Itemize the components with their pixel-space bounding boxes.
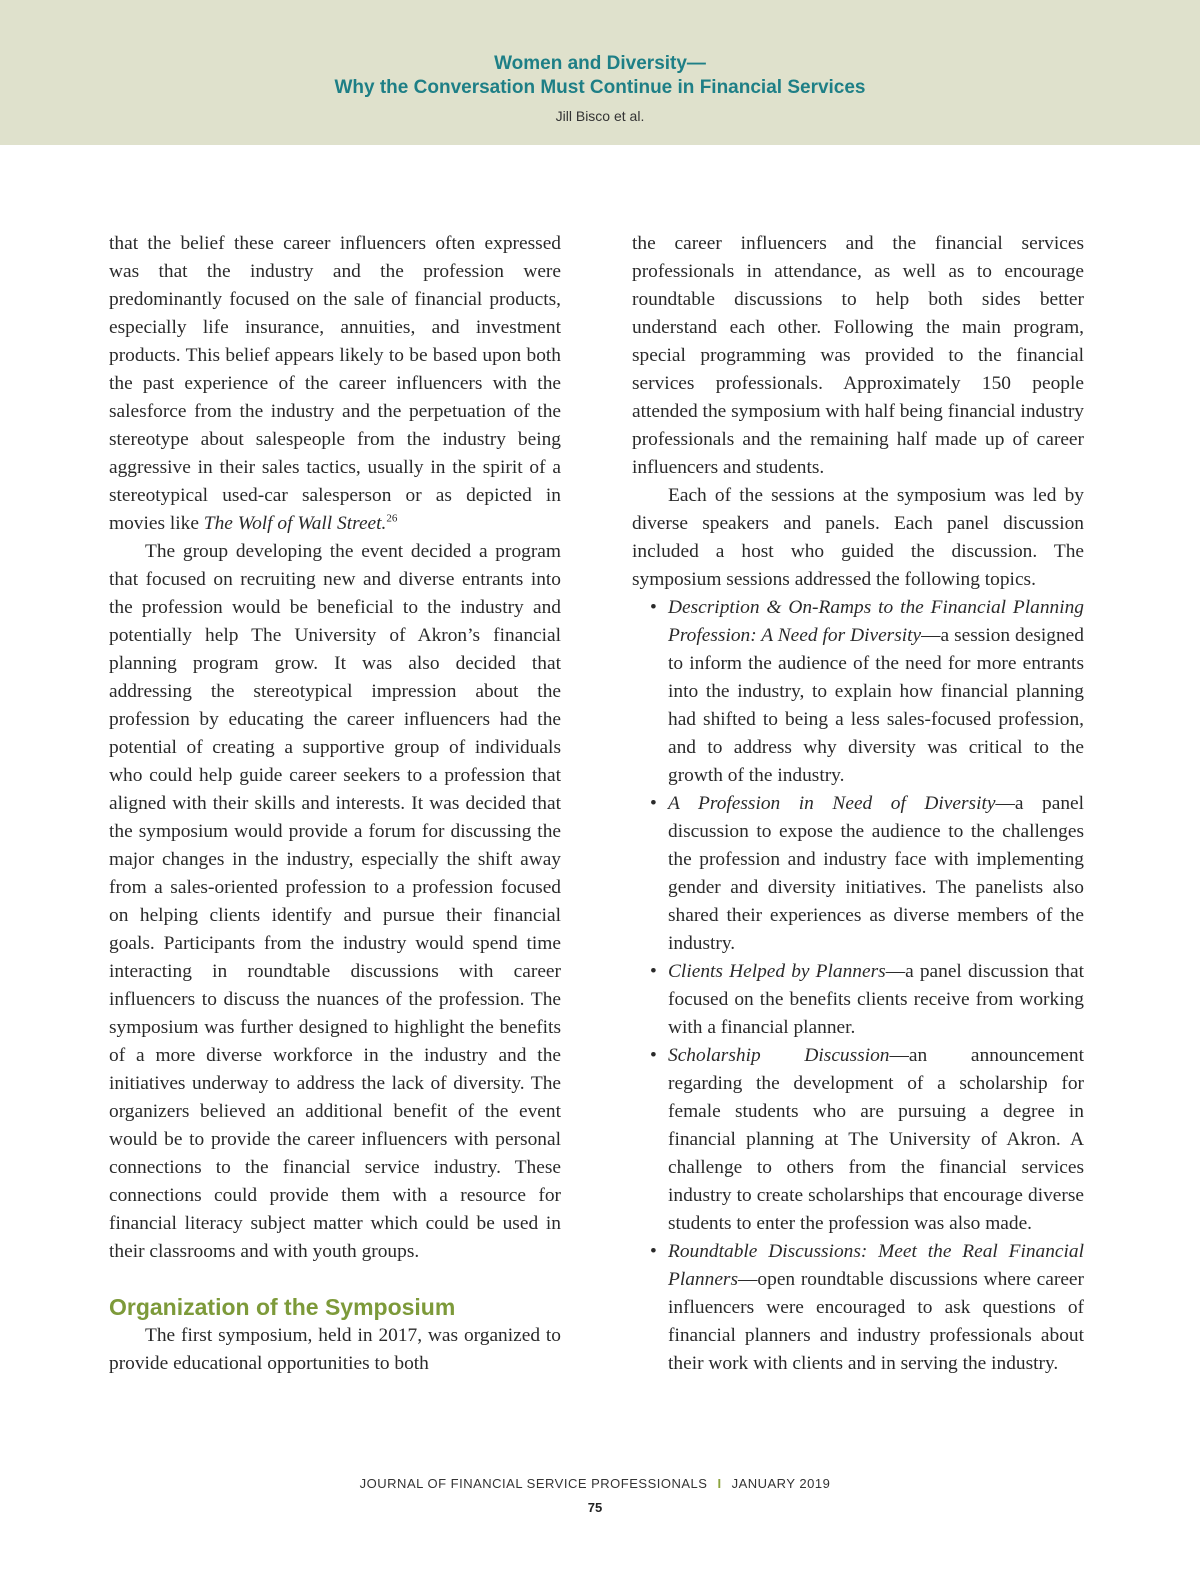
running-header <box>0 0 1200 145</box>
issue-date: JANUARY 2019 <box>731 1476 831 1491</box>
right-paragraph-2: Each of the sessions at the symposium was led by diverse speakers and panels. Each panel discussion included a host who guided the discussion. The symposium sessions addressed the following topics. <box>632 485 1084 590</box>
list-item <box>632 594 1084 790</box>
journal-name: JOURNAL OF FINANCIAL SERVICE PROFESSIONALS <box>359 1476 708 1491</box>
page-number: 75 <box>587 1500 603 1515</box>
footer-separator: I <box>717 1476 722 1491</box>
left-paragraph-1-text: that the belief these career influencers often expressed was that the industry and the profession were predominantly focused on the sale of financial products, especially life insurance, annuities, and investment products. This belief appears likely to be based upon both the past experience of the career influencers with the salesforce from the industry and the perpetuation of the stereotype about salespeople from the industry being aggressive in their sales tactics, usually in the spirit of a stereotypical used-car salesperson or as depicted in movies like <box>109 233 561 534</box>
right-paragraph-1: the career influencers and the financial services professionals in attendance, as well as to encourage roundtable discussions to help both sides better understand each other. Following the main program, special programming was provided to the financial services professionals. Approximately 150 people attended the symposium with half being financial industry professionals and the remaining half made up of career influencers and students. <box>632 233 1084 478</box>
movie-title: The Wolf of Wall Street. <box>203 513 387 534</box>
footnote-ref: 26 <box>386 512 398 525</box>
topic-description: —an announcement regarding the development of a scholarship for female students who are pursuing a degree in financial planning at The University of Akron. A challenge to others from the financial services industry to create scholarships that encourage diverse students to enter the profession was also made. <box>668 1045 1084 1234</box>
topic-description: —open roundtable discussions where career influencers were encouraged to ask questions of financial planners and industry professionals about their work with clients and in serving the industry. <box>668 1269 1084 1374</box>
left-paragraph-1 <box>109 230 561 538</box>
section-heading: Organization of the Symposium <box>109 1294 456 1320</box>
list-item <box>632 790 1084 958</box>
topic-title: Clients Helped by Planners <box>668 961 886 982</box>
topic-description: —a panel discussion that focused on the benefits clients receive from working with a financial planner. <box>668 961 1084 1038</box>
bullet-icon: • <box>650 1045 657 1066</box>
header-author: Jill Bisco et al. <box>555 108 645 124</box>
left-paragraph-3: The first symposium, held in 2017, was organized to provide educational opportunities to both <box>109 1325 561 1374</box>
topic-title: Roundtable Discussions: Meet the Real Financial Planners <box>668 1241 1084 1290</box>
topic-title: Scholarship Discussion <box>668 1045 890 1066</box>
list-item <box>632 1238 1084 1378</box>
footer-journal-line <box>0 1476 1190 1491</box>
list-item <box>632 958 1084 1042</box>
topic-description: —a session designed to inform the audience of the need for more entrants into the industry, to explain how financial planning had shifted to being a less sales-focused profession, and to address why diversity was critical to the growth of the industry. <box>668 625 1084 786</box>
bullet-icon: • <box>650 961 657 982</box>
header-title-line2: Why the Conversation Must Continue in Financial Services <box>334 77 866 98</box>
header-title-line1: Women and Diversity— <box>494 53 706 74</box>
right-column <box>632 230 1084 1378</box>
left-paragraph-2: The group developing the event decided a program that focused on recruiting new and diverse entrants into the profession would be beneficial to the industry and potentially help The University of Akron’s financial planning program grow. It was also decided that addressing the stereotypical impression about the profession by educating the career influencers had the potential of creating a supportive group of individuals who could help guide career seekers to a profession that aligned with their skills and interests. It was decided that the symposium would provide a forum for discussing the major changes in the industry, especially the shift away from a sales-oriented profession to a profession focused on helping clients identify and pursue their financial goals. Participants from the industry would spend time interacting in roundtable discussions with career influencers to discuss the nuances of the profession. The symposium was further designed to highlight the benefits of a more diverse workforce in the industry and the initiatives underway to address the lack of diversity. The organizers believed an additional benefit of the event would be to provide the career influencers with personal connections to the financial service industry. These connections could provide them with a resource for financial literacy subject matter which could be used in their classrooms and with youth groups. <box>109 541 561 1262</box>
bullet-icon: • <box>650 597 657 618</box>
bullet-icon: • <box>650 793 657 814</box>
list-item <box>632 1042 1084 1238</box>
topic-title: Description & On-Ramps to the Financial Planning Profession: A Need for Diversity <box>668 597 1084 646</box>
topic-description: —a panel discussion to expose the audience to the challenges the profession and industry face with implementing gender and diversity initiatives. The panelists also shared their experiences as diverse members of the industry. <box>668 793 1085 954</box>
topic-list <box>632 594 1084 1378</box>
topic-title: A Profession in Need of Diversity <box>668 793 996 814</box>
bullet-icon: • <box>650 1241 657 1262</box>
left-column <box>109 230 561 1378</box>
